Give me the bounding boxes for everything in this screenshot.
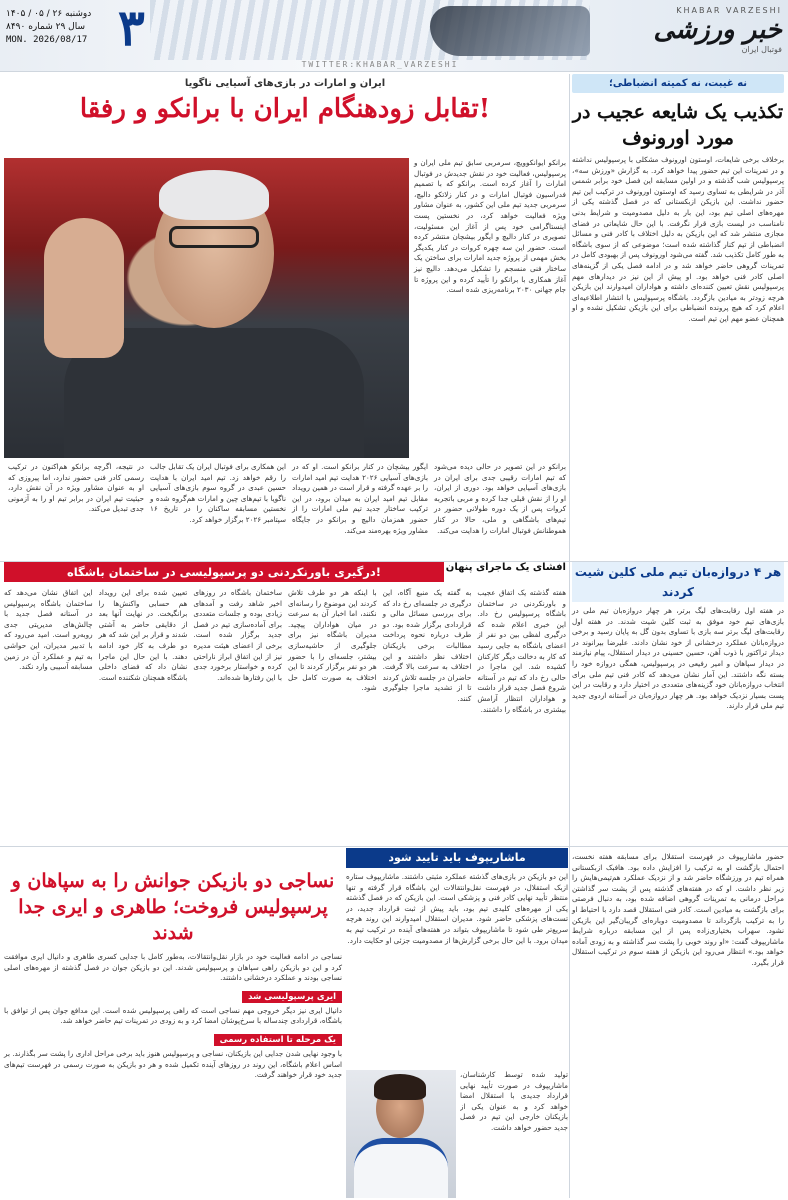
subhead-label-2: یک مرحله تا استفاده رسمی [214,1034,342,1046]
player-photo [346,1070,456,1198]
story-body: این دو بازیکن در بازی‌های گذشته عملکرد مثبتی داشتند. ماشاریپوف ستاره ازبک استقلال، در فهرست نقل‌وانتقالات این باشگاه قرار گرفته و تنها منتظر تأیید نهایی کادر فنی و پزشکی است. این بازیکن که در فصل گذشته یکی از مهره‌های کلیدی تیم بود، باید پیش از ثبت قرارداد جدید، در تست‌های پزشکی حاضر شود. مدیران استقلال امیدوارند این روند هرچه سریع‌تر طی شود تا ماشاریپوف بتواند در هفته‌های آینده در ترکیب تیم به میدان برود. با این حال برخی گزارش‌ها از مصدومیت جزئی او حکایت دارد. [346,872,568,945]
branko-photo [4,158,409,458]
story-headline[interactable]: نساجی دو بازیکن جوانش را به سپاهان و پرسپولیس فروخت؛ طاهری و ایری جدا شدند [11,870,335,944]
photo-glasses [169,226,259,248]
story-body: برخلاف برخی شایعات، اوستون اورونوف مشکلی با پرسپولیس نداشته و در تمرینات این تیم حضور پیدا خواهد کرد. به گزارش «ورزش سه»، پرسپولیس شب گذشته و در اولین مسابقه این فصل خود برابر شمس آذر در شرایطی به تساوی رسید که اوستون اورونوف در ترکیب این تیم حضور نداشت. این بازیکن ازبکستانی که در فصل گذشته یکی از مهره‌های اصلی تیم بود، این بار به دلیل مصدومیت و شرایط بدنی نامناسب در لیست بازی قرار نگرفت. با این حال شایعاتی در فضای مجازی منتشر شد که این بازیکن به دلیل اختلاف با کادر فنی و مسائل انضباطی از تیم کنار گذاشته شده است؛ موضوعی که از سوی باشگاه به طور کامل تکذیب شد. گفته می‌شود اورونوف پس از بهبودی کامل در تمرینات گروهی حاضر خواهد شد و در ادامه فصل یکی از گزینه‌های اصلی کادر فنی خواهد بود. او پیش از این نیز در دیدارهای مهم پرسپولیس نقش تعیین کننده‌ای داشته و هواداران امیدوارند این بازیکن هرچه زودتر به میادین بازگردد. باشگاه پرسپولیس با انتشار اطلاعیه‌ای اعلام کرد که هیچ پرونده انضباطی برای این بازیکن تشکیل نشده و او همچنان عضو مهم این تیم است. [572,155,784,323]
persepolis-conflict-story [4,562,566,846]
logo-title: خبر ورزشی [653,15,782,45]
photo-hair [159,170,269,220]
story-body-2: تولید شده توسط کارشناسان، ماشاریپوف در صورت تأیید نهایی قرارداد جدیدی با استقلال امضا خواهد کرد و به عنوان یکی از بازیکنان خارجی این تیم در فصل جدید حضور خواهد داشت. [460,1070,568,1132]
right-top-story [572,74,784,562]
player-hair [374,1074,426,1100]
subhead-row-2 [4,1027,342,1049]
story-headline[interactable]: تکذیب یک شایعه عجیب در مورد اورونوف [572,101,784,149]
story-columns [4,588,566,844]
newspaper-logo[interactable] [612,6,782,64]
masharipov-continued [572,848,784,1198]
story-body: حضور ماشاریپوف در فهرست استقلال برای مسابقه هفته نخست، احتمال بازگشت او به ترکیب را افزایش داده بود. هافبک ازبکستانی همراه تیم در ورزشگاه حاضر شد و از نزدیک عملکرد هم‌تیمی‌هایش را زیر نظر داشت. او که در هفته‌های گذشته پس از پشت سر گذاشتن مراحل درمانی به تمرینات گروهی اضافه شده بود، به دنبال فرصتی برای بازگشت به میادین است. کادر فنی استقلال قصد دارد با احتیاط او را به ترکیب بازگرداند تا مصدومیت دوباره‌ای گریبان‌گیر این بازیکن نشود. سهراب بختیاری‌زاده پس از این مسابقه درباره شرایط ماشاریپوف گفت: «او روند خوبی را پشت سر گذاشته و به زودی آماده خواهد بود.» انتظار می‌رود این بازیکن از هفته سوم در ترکیب استقلال قرار بگیرد. [572,852,784,967]
story-headline[interactable]: هر ۴ دروازه‌بان تیم ملی کلین شیت کردند [572,562,784,602]
story-headline[interactable]: ماشاریپوف باید تایید شود [346,848,568,868]
main-side-column: برانکو ایوانکوویچ، سرمربی سابق تیم ملی ایران و پرسپولیس، فعالیت خود در نقش جدیدش در فوتبال امارات را آغاز کرده است. برانکو که با تصمیم فدراسیون فوتبال امارات و در کنار زلاتکو دالیچ، سرمربی جدید تیم ملی این کشور، به عنوان مشاور ویژه فعالیت خواهد کرد، در نخستین پست اینستاگرامی خود پس از آغاز این مسئولیت، تصویری در کنار دالیچ و ایگور بیشچان منتشر کرده است. حضور این سه چهره کروات در کنار یکدیگر بخش مهمی از پروژه جدید امارات برای ساختن یک ساختار فنی منسجم را تشکیل می‌دهد. دالیچ نیز آغاز همکاری با برانکو را تأیید کرده و این پروژه تا جام جهانی ۲۰۳۰ برنامه‌ریزی شده است. [414,158,566,295]
photo-waving-hand [44,218,124,358]
main-bottom-col-4: در نتیجه، اگرچه برانکو هم‌اکنون در ترکیب رسمی کادر فنی حضور ندارد، اما پیروزی که او به عنوان مشاور ویژه در آن نقش دارد، حیثیت تیم ایران در برابر تیم او را به آزمونی جدی تبدیل می‌کند. [8,462,144,514]
goalkeepers-story [572,562,784,846]
twitter-handle[interactable]: TWITTER:KHABAR_VARZESHI [301,60,459,69]
subhead-row-1 [4,984,342,1006]
masthead [0,0,788,72]
story-body: در هفته اول رقابت‌های لیگ برتر، هر چهار دروازه‌بان تیم ملی در بازی‌های تیم خود موفق به ثبت کلین شیت شدند. در هفته اول رقابت‌های لیگ برتر سه بازی با تساوی بدون گل به پایان رسید و برخی دروازه‌بانان عملکرد درخشانی از خود نشان دادند. علیرضا بیرانوند در دیدار تراکتور با ذوب آهن، حسین حسینی در دیدار استقلال، پیام نیازمند در دیدار سپاهان و امیر رفیعی در پرسپولیس، همگی دروازه خود را بسته نگه داشتند. این آمار نشان می‌دهد که کادر فنی تیم ملی برای انتخاب دروازه‌بانان خود گزینه‌های متعددی در اختیار دارد و رقابت در این پست بسیار نزدیک خواهد بود. هر چهار دروازه‌بان در آستانه اردوی جدید تیم ملی قرار دارند. [572,606,784,711]
main-bottom-col-1: برانکو در این تصویر در حالی دیده می‌شود که تیم امارات رقیبی جدی برای ایران در بازی‌های آسیایی خواهد بود. دوری از ایران، او را از نقش قبلی جدا کرده و مربی باتجربه کروات پس از یک دوره طولانی حضور در تیم‌های باشگاهی و ملی، حالا در کنار هموطنانش فوتبال امارات را هدایت می‌کند. [434,462,566,535]
story-col-1: هفته گذشته یک اتفاق عجیب و باورنکردنی در ساختمان باشگاه پرسپولیس رخ داد. این خبری اعلام شده که درگیری لفظی بین دو نفر از اعضای باشگاه به جایی رسید که کار به دخالت دیگر کارکنان کشیده شد. این ماجرا در حالی رخ داد که تیم در آستانه شروع فصل جدید قرار داشت و هواداران انتظار آرامش بیشتری در باشگاه را داشتند. [477,588,566,714]
issue-number: سال ۲۹ شماره ۸۴۹۰ [6,22,85,32]
player-shirt [354,1138,448,1198]
story-body-1: نساجی در ادامه فعالیت خود در بازار نقل‌وانتقالات، به‌طور کامل با جدایی کسری طاهری و دانیال ایری موافقت کرد و این دو بازیکن راهی سپاهان و پرسپولیس شدند. این دو بازیکن جوان در فصل گذشته از مهره‌های اصلی نساجی بودند و عملکرد درخشانی داشتند. [4,952,342,983]
story-body-2: دانیال ایری نیز دیگر خروجی مهم نساجی است که راهی پرسپولیس شده است. این مدافع جوان پس از توافق با باشگاه، قراردادی چندساله با سرخ‌پوشان امضا کرد و به زودی در تمرینات تیم حاضر خواهد شد. [4,1005,342,1026]
story-tag: افشای یک ماجرای پنهان [445,562,566,573]
story-col-6: این اتفاق نشان می‌دهد که ساختمان باشگاه پرسپولیس در آستانه فصل جدید با چالش‌های مدیریتی جدی روبه‌رو است. امید می‌رود که با تدبیر مدیران، این حواشی به تیم و عملکرد آن در زمین مسابقه آسیبی وارد نکند. [3,588,93,672]
page-number: ۳ [118,0,145,57]
logo-caption: فوتبال ایران [741,45,782,54]
main-bottom-col-2: ایگور بیشچان در کنار برانکو است. او که در بازی‌های آسیایی ۲۰۲۶ هدایت تیم امید امارات را بر عهده گرفته و قرار است در همین رویداد مقابل تیم امید ایران به میدان برود، در این ترکیب ساختار جدید تیم ملی امارات را از حضور همزمان دالیچ و برانکو در جایگاه مشاور ویژه بهره‌مند می‌کند. [292,462,428,535]
main-bottom-col-3: این همکاری برای فوتبال ایران یک تقابل جالب را رقم خواهد زد. تیم امید ایران با هدایت حسین عبدی در گروه سوم بازی‌های آسیایی ناگویا با تیم‌های چین و امارات هم‌گروه شده و نخستین مسابقه ساکنان را در تاریخ ۱۶ سپتامبر ۲۰۲۶ برگزار خواهد کرد. [150,462,286,524]
subhead-label-1: ایری پرسپولیسی شد [242,991,342,1003]
story-kicker: نه غیبت، نه کمیته انضباطی؛ [572,74,784,93]
story-col-4: ساختمان باشگاه در روزهای اخیر شاهد رفت و آمدهای زیادی بوده و جلسات متعددی برای آماده‌سازی تیم در فصل جدید برگزار شده است. برخی از اعضای هیئت مدیره نیز از این اتفاق ابراز ناراحتی کرده و خواستار برخورد جدی با این رفتارها شده‌اند. [193,588,282,682]
story-body-3: با وجود نهایی شدن جدایی این بازیکنان، نساجی و پرسپولیس هنوز باید برخی مراحل اداری را پشت سر بگذارند. بر اساس اعلام باشگاه، این روند در روزهای آینده تکمیل شده و هر دو بازیکن به صورت رسمی در فهرست تیم‌های جدید خود قرار خواهند گرفت. [4,1048,342,1080]
story-col-3: با اینکه هر دو طرف تلاش کردند این موضوع را رسانه‌ای نکنند، اما اخبار آن به سرعت در میان هواداران پیچید. مدیران باشگاه نیز برای جلوگیری از حاشیه‌سازی بیشتر، جلسه‌ای را با حضور هر دو نفر برگزار کردند تا این اختلاف به صورت کامل حل شود. [287,588,377,693]
main-supra-title: ایران و امارات در بازی‌های آسیایی ناگویا [184,78,386,89]
main-story [4,74,566,562]
nassaji-transfer-story [4,848,342,1198]
section-divider-2 [0,846,788,847]
issue-info [6,8,116,47]
logo-latin: KHABAR VARZESHI [676,6,782,15]
story-header-row [4,562,566,584]
story-col-5: تعیین شده برای این رویداد هم حسابی واکنش‌ها را برانگیخت. در نهایت آنها بعد از دقایقی حاضر به آشتی شدند و قرار بر این شد که هر دو طرف به کار خود ادامه دهند. با این حال این ماجرا نشان داد که فضای داخلی باشگاه همچنان شکننده است. [98,588,188,682]
masharipov-story [346,848,568,1198]
date-persian: دوشنبه ۲۶ / ۰۵ / ۱۴۰۵ [6,9,92,19]
column-divider [569,74,570,1198]
story-col-2: به گفته یک منبع آگاه، این درگیری در جلسه‌ای رخ داد که برای بررسی مسائل مالی و قراردادی برگزار شده بود. دو طرف درباره نحوه پرداخت مطالبات برخی بازیکنان اختلاف نظر داشتند و این اختلاف به سرعت بالا گرفت. حاضران در جلسه تلاش کردند تا از تشدید ماجرا جلوگیری کنند. [382,588,472,703]
story-headline[interactable]: درگیری باورنکردنی دو پرسپولیسی در ساختمان باشگاه! [4,562,444,582]
date-latin: MON. 2026/08/17 [6,35,88,45]
main-headline[interactable]: تقابل زودهنگام ایران با برانکو و رفقا! [79,94,491,124]
football-boot-image [430,6,590,56]
